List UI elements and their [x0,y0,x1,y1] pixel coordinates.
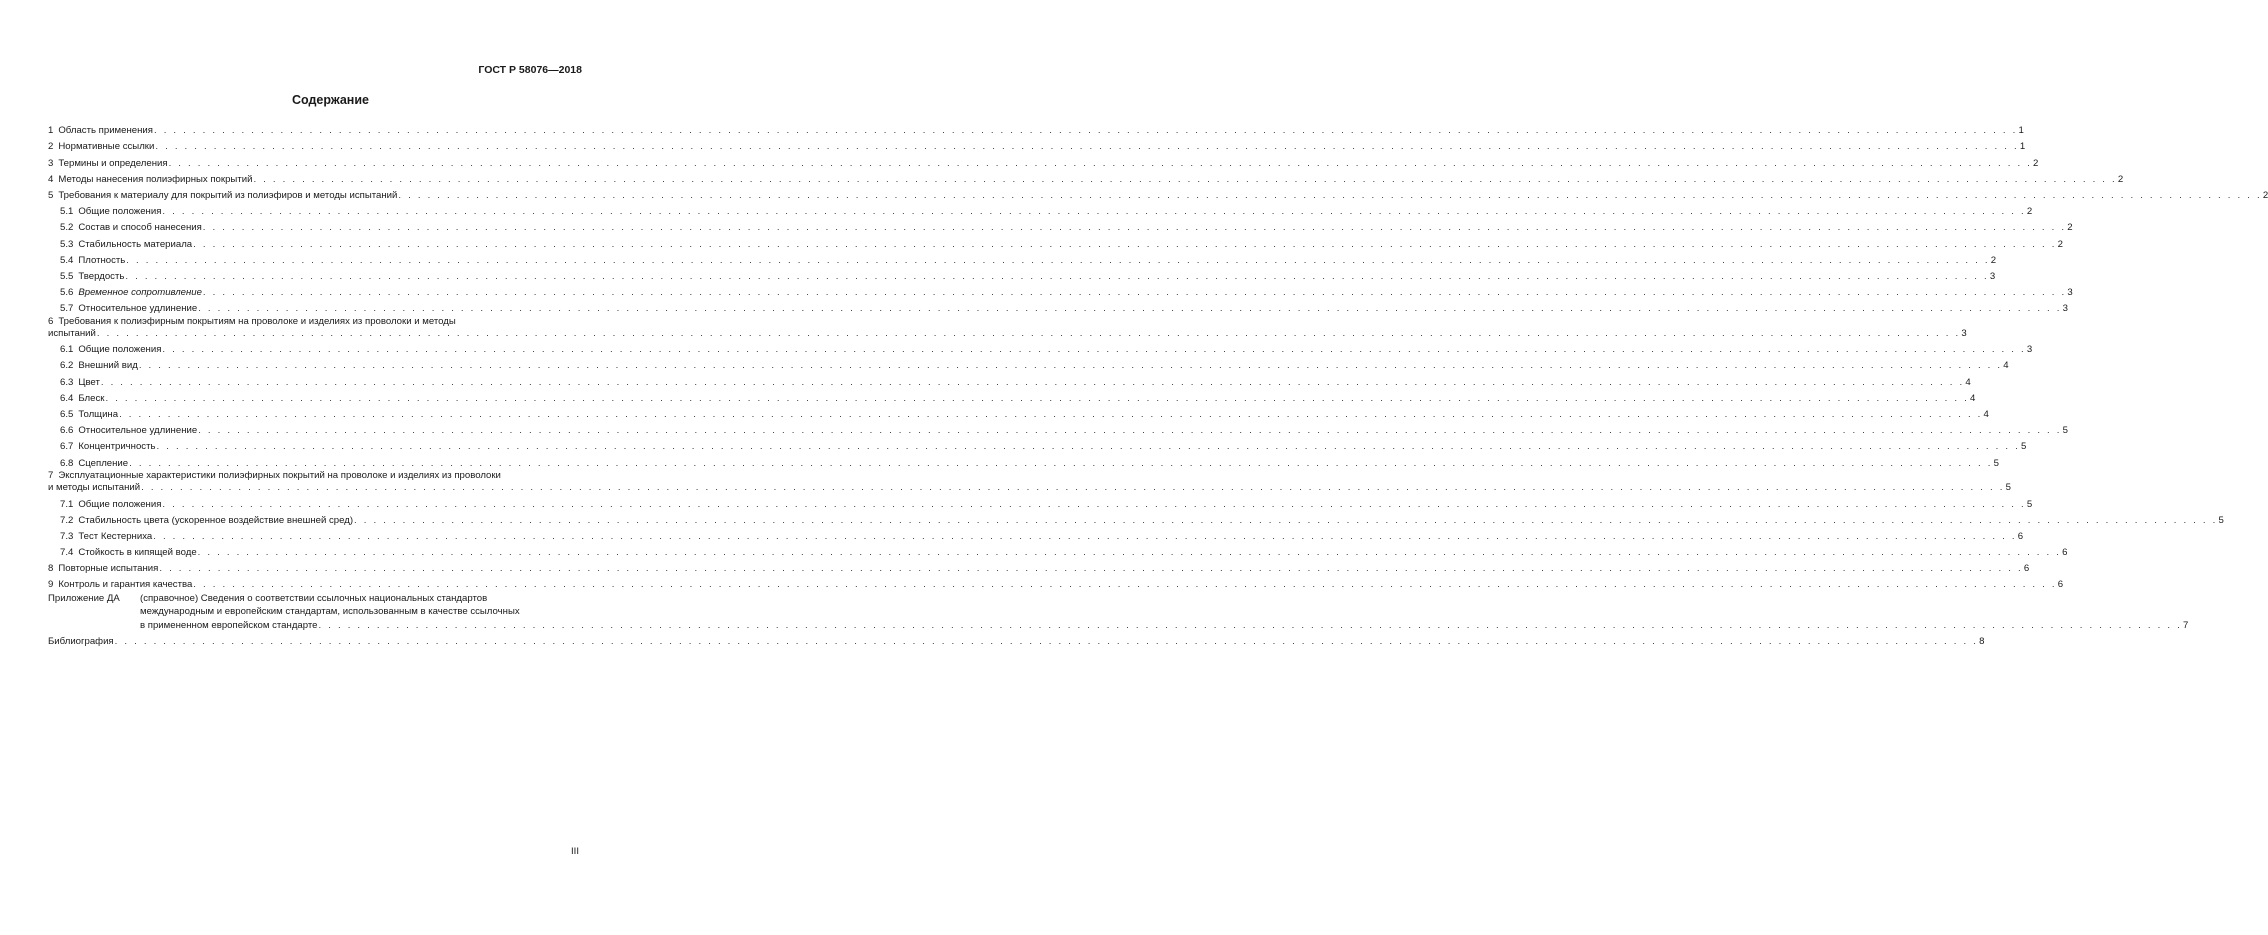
toc-entry-page: 2 [2057,238,2063,250]
dot-leader [169,158,2032,169]
toc-entry-title: Контроль и гарантия качества [58,579,193,591]
toc-entry-page: 5 [2218,514,2224,526]
toc-entry [48,371,1971,388]
toc-entry-page: 2 [2117,173,2124,185]
toc-entry-number: 5.3 [60,238,74,250]
toc-entry-number: 8 [48,563,54,575]
page-number: III [571,846,579,857]
toc-entry-title: Временное сопротивление [78,287,202,299]
toc-entry-page: 2 [2262,189,2268,201]
toc-entry-page: 3 [2062,303,2068,315]
dot-leader [97,328,1960,339]
toc-entry [48,217,2073,234]
toc-entry-number: 5.7 [60,303,74,315]
toc-entry-number: 7.1 [60,498,74,510]
toc-entry [48,314,1967,340]
toc-entry-number: 5 [48,189,54,201]
toc-entry-title: Эксплуатационные характеристики полиэфирных покрытий на проволоке и изделиях из проволоки [58,469,501,481]
toc-entry-page: 4 [1983,408,1989,420]
toc-title: Содержание [291,93,369,107]
dot-leader [119,409,1982,420]
toc-entry-number: 6.1 [60,344,74,356]
toc-entry [48,558,2030,575]
toc-bibliography [48,631,1985,647]
dot-leader [159,563,2022,574]
toc-entry [48,574,2064,591]
toc-entry-title: Относительное удлинение [78,425,198,437]
toc-entry-page: 4 [1969,392,1976,404]
toc-entry-number: 6.6 [60,425,74,437]
toc-entry-page: 3 [2067,287,2073,299]
toc-entry-number: 1 [48,125,54,137]
dot-leader [157,441,2020,452]
toc-entry-page: 5 [2005,482,2011,494]
dot-leader [125,271,1988,282]
toc-entry-number: 6.7 [60,441,74,453]
dot-leader [198,303,2061,314]
toc-entry [48,169,2124,185]
bibliography-label: Библиография [48,635,114,647]
toc-entry-page: 6 [2062,547,2068,559]
toc-entry-number: 6.5 [60,408,74,420]
toc-entry [48,510,2224,526]
toc-entry-page: 1 [2018,125,2024,137]
toc-entry-title: Термины и определения [58,157,168,169]
dot-leader [162,344,2025,355]
toc-entry-title: Концентричность [78,441,156,453]
toc-entry-title: Повторные испытания [58,563,159,575]
toc-entry-title: Твердость [78,270,125,282]
toc-entry-title: Нормативные ссылки [58,141,155,153]
toc-entry-number: 4 [48,173,54,185]
toc-entry-number: 9 [48,579,54,591]
toc-entry-number: 5.2 [60,222,74,234]
toc-entry-number: 7 [48,469,54,481]
dot-leader [115,636,1978,647]
toc-entry [48,355,2009,372]
toc-entry-title: Стабильность цвета (ускоренное воздействие внешней сред) [78,514,354,526]
toc-entry-number: 6.8 [60,457,74,469]
toc-entry-page: 1 [2019,141,2026,153]
dot-leader [319,620,2182,631]
toc-entry-number: 3 [48,157,54,169]
dot-leader [141,482,2004,493]
toc-entry-title: Плотность [78,254,126,266]
dot-leader [198,547,2061,558]
toc-entry-page: 6 [2057,579,2064,591]
toc-entry [48,526,2024,542]
annex-line-1: (справочное) Сведения о соответствии ссылочных национальных стандартов [140,593,488,605]
annex-page: 7 [2182,619,2189,631]
toc-entry [48,120,2024,137]
toc-entry-title: Общие положения [78,498,162,510]
toc-entry-title: Блеск [78,392,105,404]
dot-leader [162,499,2025,510]
toc-entry-title: Стабильность материала [78,238,193,250]
toc-entry-title: Требования к полиэфирным покрытиям на проволоке и изделиях из проволоки и методы [58,315,456,327]
dot-leader [253,174,2116,185]
toc-entry-number: 6.2 [60,360,74,372]
toc-entry-number: 5.6 [60,287,74,299]
toc-entry-number: 6.4 [60,392,74,404]
dot-leader [154,125,2017,136]
toc-entry [48,201,2033,218]
dot-leader [162,206,2025,217]
toc-entry-title: Сцепление [78,457,129,469]
bibliography-page: 8 [1979,635,1985,647]
toc-entry-page: 4 [1965,376,1971,388]
dot-leader [193,579,2056,590]
document-code: ГОСТ Р 58076—2018 [478,64,582,76]
toc-entry-number: 5.4 [60,254,74,266]
toc-entry [48,152,2039,169]
dot-leader [203,222,2066,233]
toc-entry-title-cont: испытаний [48,328,96,340]
toc-entry [48,136,2026,153]
annex-line-2: международным и европейским стандартам, использованным в качестве ссылочных [140,605,520,617]
toc-entry [48,250,1997,266]
dot-leader [153,531,2016,542]
dot-leader [398,190,2261,201]
toc-entry-page: 6 [2017,530,2024,542]
toc-entry [48,388,1976,404]
toc-entry [48,298,2068,315]
toc-entry [48,452,1999,469]
dot-leader [193,239,2056,250]
toc-entry-page: 2 [2067,222,2073,234]
toc-entry-number: 7.3 [60,530,74,542]
toc-entry-page: 4 [2003,360,2009,372]
toc-entry-title: Состав и способ нанесения [78,222,202,234]
toc-entry-title: Относительное удлинение [78,303,198,315]
toc-entry-title: Цвет [78,376,100,388]
toc-entry-page: 6 [2023,563,2030,575]
toc-entry-number: 7.4 [60,547,74,559]
toc-entry-title: Толщина [78,408,119,420]
toc-entry [48,404,1989,420]
toc-entry-page: 5 [2026,498,2033,510]
toc-entry-title: Внешний вид [78,360,138,372]
dot-leader [139,360,2002,371]
annex-label: Приложение ДА [48,593,120,605]
toc-entry-title: Тест Кестерниха [78,530,153,542]
toc-entry [48,469,2011,494]
toc-entry-number: 2 [48,141,54,153]
toc-entry [48,339,2033,356]
toc-entry-number: 6.3 [60,376,74,388]
dot-leader [155,141,2018,152]
toc-entry-number: 6 [48,315,54,327]
toc-entry-title-cont: и методы испытаний [48,482,141,494]
toc-annex [48,590,2189,631]
toc-entry-number: 7.2 [60,514,74,526]
dot-leader [129,458,1992,469]
toc-entry-page: 5 [2020,441,2027,453]
table-of-contents [48,120,2268,647]
toc-entry-title: Требования к материалу для покрытий из полиэфиров и методы испытаний [58,189,398,201]
toc-entry-title: Методы нанесения полиэфирных покрытий [58,173,253,185]
toc-entry-title: Общие положения [78,206,162,218]
toc-entry-page: 2 [2026,206,2033,218]
toc-entry-title: Общие положения [78,344,162,356]
toc-entry-number: 5.5 [60,270,74,282]
toc-entry-page: 5 [1993,457,1999,469]
dot-leader [203,287,2066,298]
toc-entry-title: Область применения [58,125,153,137]
dot-leader [126,255,1989,266]
annex-line-3: в примененном европейском стандарте [140,619,318,631]
toc-entry-page: 3 [2026,344,2033,356]
toc-entry [48,542,2068,559]
toc-entry [48,493,2033,510]
toc-entry [48,233,2063,250]
dot-leader [105,393,1968,404]
toc-entry-page: 2 [2033,157,2039,169]
toc-entry-page: 5 [2062,425,2068,437]
toc-entry [48,436,2027,453]
toc-entry-page: 3 [1989,270,1996,282]
toc-entry-title: Стойкость в кипящей воде [78,547,197,559]
dot-leader [101,377,1964,388]
toc-entry [48,282,2073,299]
toc-entry-page: 3 [1961,328,1967,340]
toc-entry [48,266,1996,282]
dot-leader [198,425,2061,436]
toc-entry-page: 2 [1990,254,1997,266]
toc-entry [48,420,2068,437]
toc-entry [48,185,2268,201]
toc-entry-number: 5.1 [60,206,74,218]
dot-leader [354,515,2217,526]
